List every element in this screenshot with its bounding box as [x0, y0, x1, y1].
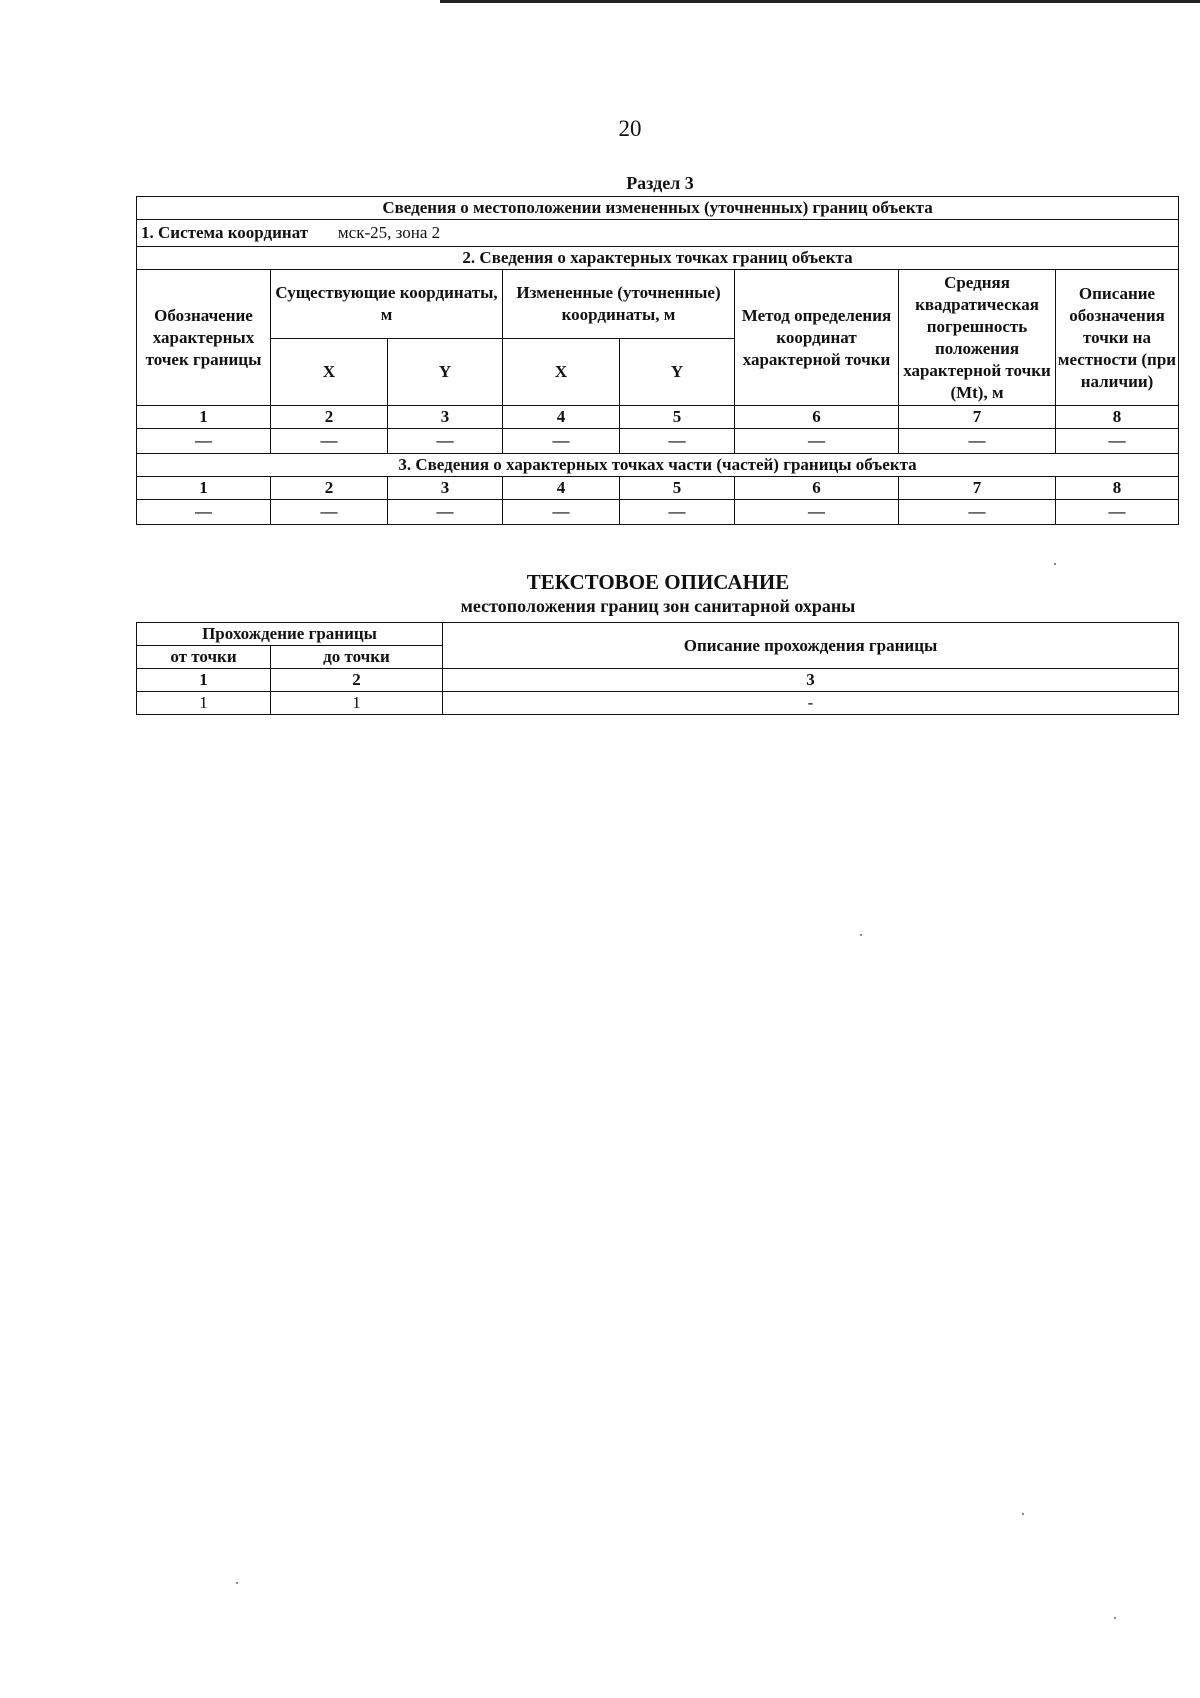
text-description-title: ТЕКСТОВОЕ ОПИСАНИЕ: [526, 570, 790, 594]
col-designation-header: Обозначение характерных точек границы: [137, 270, 271, 406]
table-cell: —: [271, 429, 388, 454]
col-method-header: Метод определения координат характерной точки: [735, 270, 899, 406]
boundary-description-table: [136, 622, 1179, 715]
table-cell: —: [620, 429, 735, 454]
coord-system-label: 1. Система координат: [141, 223, 309, 242]
table-cell: —: [1056, 429, 1179, 454]
scan-speck: [1022, 1513, 1024, 1515]
column-number: 2: [271, 477, 388, 500]
coord-system-row: [137, 220, 1179, 247]
table-row: [137, 429, 1179, 454]
passage-header: Прохождение границы: [137, 623, 443, 646]
column-number: 1: [137, 406, 271, 429]
from-point-header: от точки: [137, 646, 271, 669]
points-heading: 2. Сведения о характерных точках границ объекта: [137, 247, 1179, 270]
column-number: 1: [137, 669, 271, 692]
scan-speck: [1054, 563, 1056, 565]
scan-speck: [1114, 1617, 1116, 1619]
existing-y-header: Y: [388, 339, 503, 406]
changed-y-header: Y: [620, 339, 735, 406]
boundary-points-table: [136, 196, 1179, 525]
column-number: 6: [735, 406, 899, 429]
column-number: 1: [137, 477, 271, 500]
column-number: 3: [388, 406, 503, 429]
table-cell: —: [137, 429, 271, 454]
table-cell: —: [388, 500, 503, 525]
table-cell: —: [503, 500, 620, 525]
table-cell: —: [899, 429, 1056, 454]
col-existing-header: Существующие координаты, м: [271, 270, 503, 339]
column-number-row: [137, 669, 1179, 692]
col-changed-header: Измененные (уточненные) координаты, м: [503, 270, 735, 339]
page-number: 20: [618, 116, 642, 141]
top-rule: [440, 0, 1200, 3]
existing-x-header: X: [271, 339, 388, 406]
table-cell: —: [735, 500, 899, 525]
table-cell: —: [899, 500, 1056, 525]
column-number: 8: [1056, 477, 1179, 500]
coord-system-value: мск-25, зона 2: [337, 223, 441, 242]
column-number: 5: [620, 477, 735, 500]
table-row: [137, 500, 1179, 525]
table-cell: —: [1056, 500, 1179, 525]
text-description-subtitle: местоположения границ зон санитарной охраны: [460, 596, 856, 616]
section-title: Раздел 3: [626, 173, 694, 193]
column-number: 7: [899, 477, 1056, 500]
section-heading: Сведения о местоположении измененных (уточненных) границ объекта: [137, 197, 1179, 220]
to-point-header: до точки: [271, 646, 443, 669]
column-number-row: [137, 406, 1179, 429]
scan-speck: [860, 934, 862, 936]
passage-description-header: Описание прохождения границы: [443, 623, 1179, 669]
table-cell: -: [443, 692, 1179, 715]
column-number: 7: [899, 406, 1056, 429]
table-cell: —: [388, 429, 503, 454]
column-number: 8: [1056, 406, 1179, 429]
column-number: 4: [503, 477, 620, 500]
table-cell: —: [137, 500, 271, 525]
column-number-row: [137, 477, 1179, 500]
column-number: 3: [443, 669, 1179, 692]
table-cell: —: [735, 429, 899, 454]
table-cell: —: [620, 500, 735, 525]
column-number: 2: [271, 669, 443, 692]
column-number: 5: [620, 406, 735, 429]
changed-x-header: X: [503, 339, 620, 406]
table-cell: 1: [271, 692, 443, 715]
column-number: 3: [388, 477, 503, 500]
table-cell: —: [271, 500, 388, 525]
table-cell: —: [503, 429, 620, 454]
table-cell: 1: [137, 692, 271, 715]
column-number: 6: [735, 477, 899, 500]
column-number: 4: [503, 406, 620, 429]
parts-heading: 3. Сведения о характерных точках части (частей) границы объекта: [137, 454, 1179, 477]
column-number: 2: [271, 406, 388, 429]
scan-speck: [236, 1582, 238, 1584]
table-row: [137, 692, 1179, 715]
col-accuracy-header: Средняя квадратическая погрешность положения характерной точки (Mt), м: [899, 270, 1056, 406]
col-description-header: Описание обозначения точки на местности (при наличии): [1056, 270, 1179, 406]
